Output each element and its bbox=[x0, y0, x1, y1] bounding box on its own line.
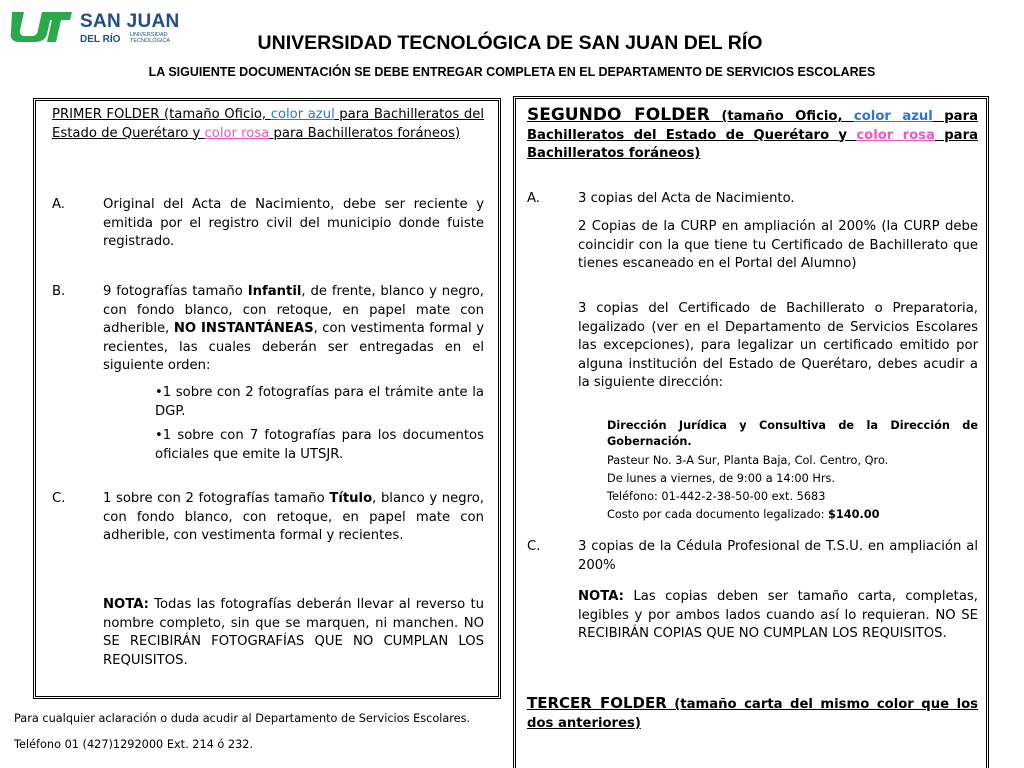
second-folder-title: SEGUNDO FOLDER bbox=[527, 105, 710, 125]
color-pink-label: color rosa bbox=[856, 127, 935, 143]
logo-name-line1: SAN JUAN bbox=[80, 11, 180, 32]
address-cost bbox=[607, 506, 880, 524]
first-folder-item-b bbox=[103, 283, 484, 376]
bullet-item: •1 sobre con 7 fotografías para los documentos oficiales que emite la UTSJR. bbox=[155, 428, 484, 462]
second-folder-note bbox=[578, 588, 978, 644]
first-folder-item-b-letter: B. bbox=[52, 284, 66, 299]
second-folder-certificate: 3 copias del Certificado de Bachillerato o Preparatoria, legalizado (ver en el Departamento de Servicios Escolares las excepciones), para legalizar un certificado emitido por alguna institución del Estado de Querétaro, debes acudir a la siguiente dirección: bbox=[578, 301, 978, 390]
second-folder-item-c-letter: C. bbox=[527, 539, 541, 554]
footer-line2: Teléfono 01 (427)1292000 Ext. 214 ó 232. bbox=[14, 738, 254, 751]
second-folder-item-a-letter: A. bbox=[527, 191, 540, 206]
first-folder-item-c bbox=[103, 490, 484, 546]
note-caps: NO SE RECIBIRÁN COPIAS QUE NO CUMPLAN LOS REQUISITOS. bbox=[578, 607, 979, 641]
address-street: Pasteur No. 3-A Sur, Planta Baja, Col. Centro, Qro. bbox=[607, 454, 889, 467]
item-c-bold: Título bbox=[329, 491, 373, 506]
address-name: Dirección Jurídica y Consultiva de la Dirección de Gobernación. bbox=[607, 419, 978, 448]
address-hours: De lunes a viernes, de 9:00 a 14:00 Hrs. bbox=[607, 472, 835, 485]
logo-tagline: UNIVERSIDAD TECNOLÓGICA bbox=[130, 32, 171, 44]
note-label: NOTA: bbox=[578, 589, 624, 604]
note-caps: NO SE RECIBIRÁN FOTOGRAFÍAS QUE NO CUMPLAN LOS REQUISITOS. bbox=[103, 615, 484, 668]
first-folder-heading bbox=[52, 106, 484, 143]
second-folder-heading bbox=[527, 106, 978, 164]
page-title: UNIVERSIDAD TECNOLÓGICA DE SAN JUAN DEL RÍO bbox=[257, 32, 763, 54]
color-pink-label: color rosa bbox=[204, 125, 270, 141]
second-folder-heading-part: para Bachilleratos del Estado de Querétaro y bbox=[527, 109, 978, 143]
item-b-bold: Infantil bbox=[247, 284, 302, 299]
second-folder-heading-part: para Bachilleratos foráneos) bbox=[527, 127, 978, 161]
item-c-text: , blanco y negro, con fondo blanco, con retoque, en papel mate con adherible, con vestimenta formal y recientes. bbox=[103, 491, 484, 543]
first-folder-note bbox=[103, 596, 484, 670]
item-b-bold: NO INSTANTÁNEAS bbox=[173, 321, 314, 336]
color-blue-label: color azul bbox=[853, 109, 933, 124]
third-folder-title: TERCER FOLDER bbox=[527, 694, 667, 712]
first-folder-heading-part: para Bachilleratos del Estado de Querétaro y bbox=[52, 107, 484, 141]
logo-name-line2: DEL RÍO bbox=[80, 34, 121, 45]
second-folder-item-a: 3 copias del Acta de Nacimiento. bbox=[578, 191, 795, 206]
footer-line1: Para cualquier aclaración o duda acudir al Departamento de Servicios Escolares. bbox=[14, 712, 471, 725]
first-folder-heading-part: para Bachilleratos foráneos) bbox=[269, 125, 461, 141]
ut-logo-icon bbox=[10, 8, 72, 44]
note-text: Todas las fotografías deberán llevar al reverso tu nombre completo, sin que se marquen, ni manchen. bbox=[103, 597, 484, 631]
second-folder-item-c: 3 copias de la Cédula Profesional de T.S.U. en ampliación al 200% bbox=[578, 539, 978, 573]
note-label: NOTA: bbox=[103, 597, 149, 612]
page-subtitle: LA SIGUIENTE DOCUMENTACIÓN SE DEBE ENTREGAR COMPLETA EN EL DEPARTAMENTO DE SERVICIOS ESCOLARES bbox=[148, 65, 876, 79]
color-blue-label: color azul bbox=[270, 107, 335, 122]
item-b-text: 9 fotografías tamaño bbox=[103, 284, 248, 299]
cost-label: Costo por cada documento legalizado: bbox=[607, 508, 829, 521]
third-folder-heading bbox=[527, 694, 978, 733]
first-folder-heading-part: PRIMER FOLDER (tamaño Oficio, bbox=[52, 107, 271, 122]
first-folder-item-a-letter: A. bbox=[52, 197, 65, 212]
first-folder-item-a: Original del Acta de Nacimiento, debe ser reciente y emitida por el registro civil del municipio donde fuiste registrado. bbox=[103, 197, 484, 249]
item-b-text: , con vestimenta formal y recientes, las cuales deberán ser entregadas en el siguiente orden: bbox=[103, 321, 484, 373]
item-c-text: 1 sobre con 2 fotografías tamaño bbox=[103, 491, 330, 506]
address-phone: Teléfono: 01-442-2-38-50-00 ext. 5683 bbox=[607, 490, 826, 503]
second-folder-curp: 2 Copias de la CURP en ampliación al 200% (la CURP debe coincidir con la que tiene tu Certificado de Bachillerato que tienes escaneado en el Portal del Alumno) bbox=[578, 219, 978, 271]
cost-value: $140.00 bbox=[828, 508, 880, 521]
third-folder-heading-rest: (tamaño carta del mismo color que los dos anteriores) bbox=[527, 697, 978, 731]
second-folder-heading-part: (tamaño Oficio, bbox=[709, 109, 854, 124]
note-text: Las copias deben ser tamaño carta, completas, legibles y por ambos lados cuando así lo requieran. bbox=[578, 589, 978, 623]
first-folder-item-c-letter: C. bbox=[52, 491, 66, 506]
university-logo bbox=[10, 4, 180, 54]
item-b-text: , de frente, blanco y negro, con fondo blanco, con retoque, en papel mate con adherible, bbox=[103, 284, 484, 336]
bullet-item: •1 sobre con 2 fotografías para el trámite ante la DGP. bbox=[155, 385, 484, 419]
